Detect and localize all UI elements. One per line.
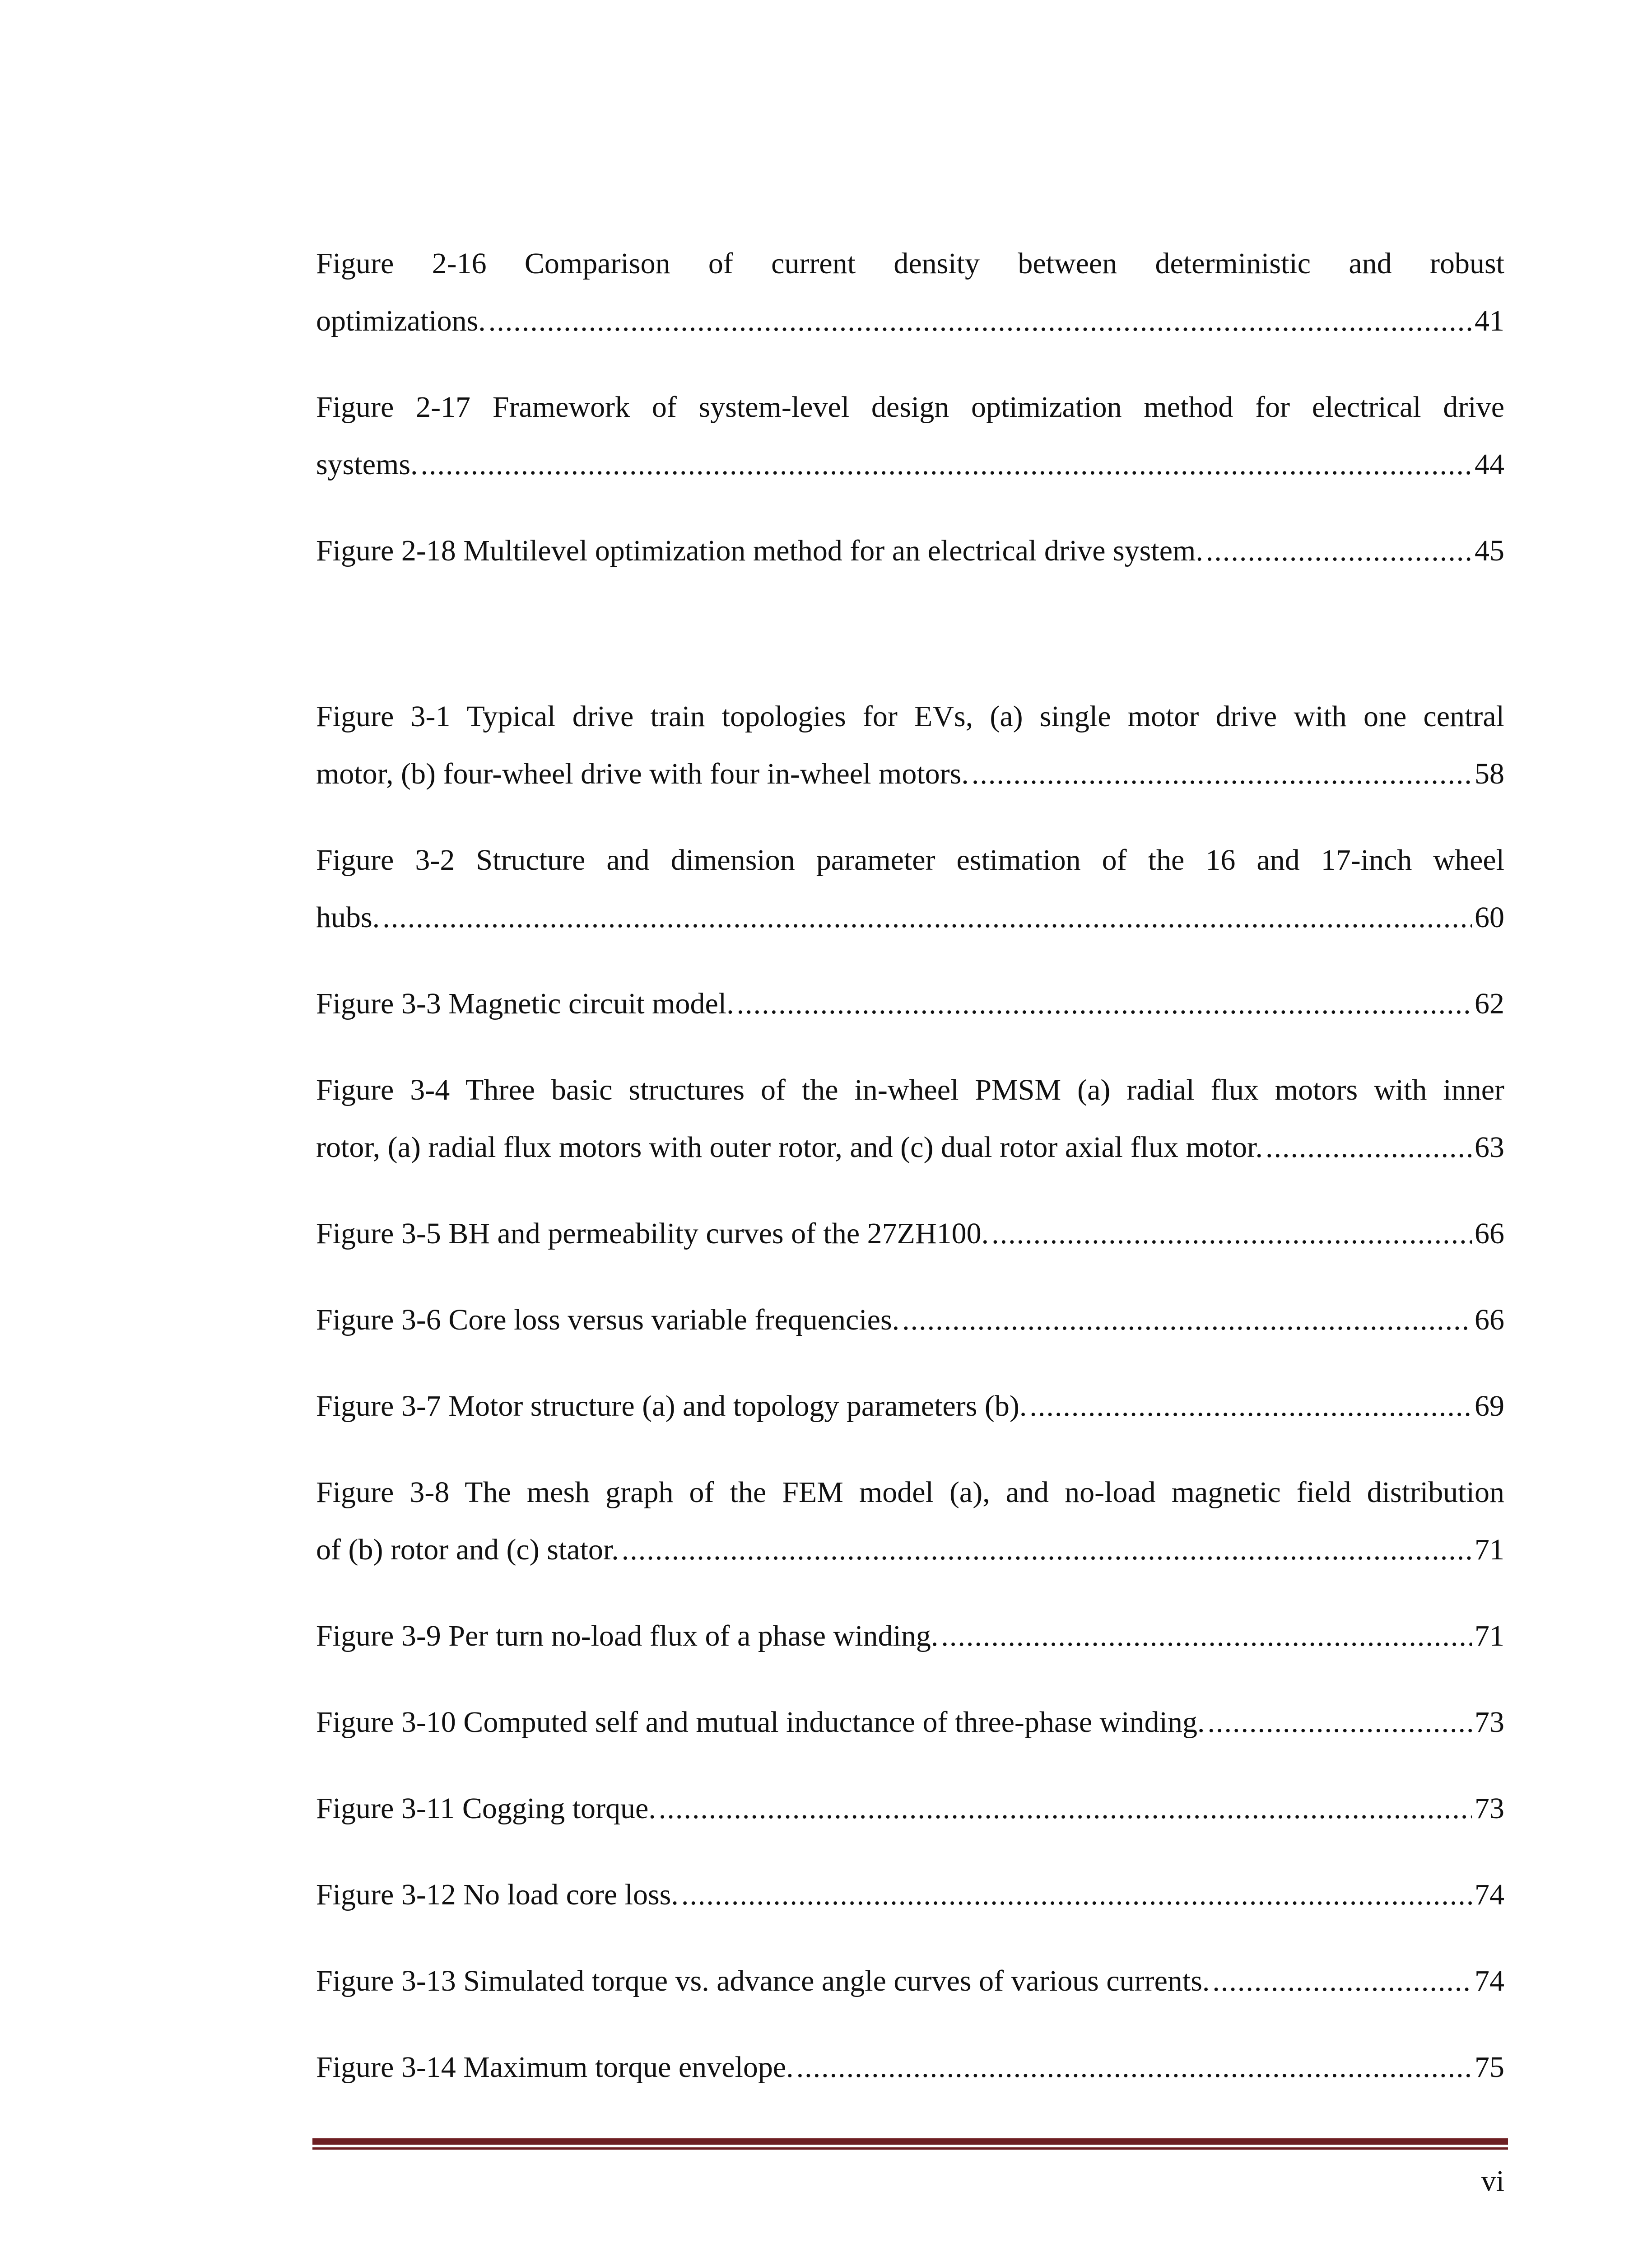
toc-page-number: 58: [1475, 757, 1504, 790]
toc-entry-text: Figure 3-10 Computed self and mutual inductance of three-phase winding.: [316, 1706, 1205, 1739]
toc-page-number: 60: [1475, 901, 1504, 934]
dot-leader: [382, 889, 1472, 946]
toc-entry-text: Figure 3-11 Cogging torque.: [316, 1792, 656, 1825]
toc-entry-text: hubs.: [316, 901, 380, 934]
toc-entry-text: Figure 3-7 Motor structure (a) and topology parameters (b).: [316, 1390, 1027, 1423]
toc-page-number: 75: [1475, 2051, 1504, 2084]
dot-leader: [622, 1521, 1472, 1578]
toc-page-number: 74: [1475, 1964, 1504, 1997]
toc-entry-text: Figure 3-12 No load core loss.: [316, 1878, 679, 1911]
toc-entry-line: Figure 3-1 Typical drive train topologies for EVs, (a) single motor drive with one central: [316, 700, 1504, 733]
toc-entry[interactable]: [316, 1694, 1504, 1751]
dot-leader: [421, 436, 1472, 493]
toc-page-number: 45: [1475, 534, 1504, 567]
toc-entry[interactable]: [316, 1464, 1504, 1578]
toc-entry[interactable]: [316, 1866, 1504, 1923]
toc-page-number: 73: [1475, 1706, 1504, 1739]
toc-page-number: 69: [1475, 1390, 1504, 1423]
toc-entry[interactable]: [316, 1377, 1504, 1435]
toc-entry-text: Figure 2-18 Multilevel optimization method for an electrical drive system.: [316, 534, 1203, 567]
page-number: vi: [1481, 2165, 1504, 2197]
toc-entry[interactable]: [316, 2039, 1504, 2096]
dot-leader: [681, 1866, 1472, 1923]
toc-entry[interactable]: [316, 1780, 1504, 1837]
toc-entry-text: rotor, (a) radial flux motors with outer rotor, and (c) dual rotor axial flux motor.: [316, 1131, 1263, 1164]
footer-rule-thick: [312, 2138, 1508, 2145]
toc-page-number: 74: [1475, 1878, 1504, 1911]
toc-entry[interactable]: [316, 1607, 1504, 1665]
toc-entry-text: Figure 3-9 Per turn no-load flux of a phase winding.: [316, 1619, 939, 1652]
toc-entry-line: Figure 2-17 Framework of system-level design optimization method for electrical drive: [316, 391, 1504, 424]
toc-entry-text: Figure 3-5 BH and permeability curves of the 27ZH100.: [316, 1217, 989, 1250]
dot-leader: [659, 1780, 1472, 1837]
dot-leader: [972, 745, 1472, 802]
toc-entry[interactable]: [316, 975, 1504, 1032]
dot-leader: [1029, 1377, 1472, 1435]
toc-page-number: 71: [1475, 1533, 1504, 1566]
dot-leader: [902, 1291, 1472, 1348]
toc-page-number: 63: [1475, 1131, 1504, 1164]
toc-page-number: 66: [1475, 1217, 1504, 1250]
toc-entry[interactable]: [316, 1061, 1504, 1176]
toc-entry[interactable]: [316, 1952, 1504, 2010]
toc-entry-text: of (b) rotor and (c) stator.: [316, 1533, 619, 1566]
toc-page-number: 66: [1475, 1303, 1504, 1336]
toc-entry[interactable]: [316, 235, 1504, 350]
toc-entry-text: systems.: [316, 448, 418, 481]
toc-entry-line: Figure 3-4 Three basic structures of the in-wheel PMSM (a) radial flux motors with inner: [316, 1073, 1504, 1106]
toc-entry-text: optimizations.: [316, 304, 486, 337]
list-of-figures: [316, 235, 1504, 2125]
dot-leader: [1212, 1952, 1472, 2010]
toc-entry-text: motor, (b) four-wheel drive with four in-wheel motors.: [316, 757, 969, 790]
footer-rule-thin: [312, 2147, 1508, 2150]
dot-leader: [941, 1607, 1472, 1665]
dot-leader: [991, 1205, 1472, 1262]
dot-leader: [1208, 1694, 1472, 1751]
dot-leader: [737, 975, 1472, 1032]
toc-entry-text: Figure 3-3 Magnetic circuit model.: [316, 987, 734, 1020]
toc-entry-text: Figure 3-13 Simulated torque vs. advance angle curves of various currents.: [316, 1964, 1210, 1997]
toc-entry[interactable]: [316, 378, 1504, 493]
toc-entry-line: Figure 3-2 Structure and dimension parameter estimation of the 16 and 17-inch wheel: [316, 844, 1504, 877]
footer-rule: [312, 2138, 1508, 2150]
dot-leader: [796, 2039, 1472, 2096]
toc-entry[interactable]: [316, 688, 1504, 802]
toc-page-number: 71: [1475, 1619, 1504, 1652]
dot-leader: [489, 292, 1472, 350]
toc-page-number: 73: [1475, 1792, 1504, 1825]
toc-entry[interactable]: [316, 1291, 1504, 1348]
dot-leader: [1266, 1119, 1472, 1176]
dot-leader: [1206, 522, 1472, 579]
toc-entry[interactable]: [316, 1205, 1504, 1262]
toc-entry[interactable]: [316, 831, 1504, 946]
toc-page-number: 62: [1475, 987, 1504, 1020]
toc-page-number: 41: [1475, 304, 1504, 337]
toc-entry-line: Figure 3-8 The mesh graph of the FEM model (a), and no-load magnetic field distribution: [316, 1476, 1504, 1509]
toc-entry-line: Figure 2-16 Comparison of current density between deterministic and robust: [316, 247, 1504, 280]
toc-entry-text: Figure 3-14 Maximum torque envelope.: [316, 2051, 794, 2084]
toc-page-number: 44: [1475, 448, 1504, 481]
toc-entry-text: Figure 3-6 Core loss versus variable frequencies.: [316, 1303, 900, 1336]
toc-entry[interactable]: [316, 522, 1504, 579]
